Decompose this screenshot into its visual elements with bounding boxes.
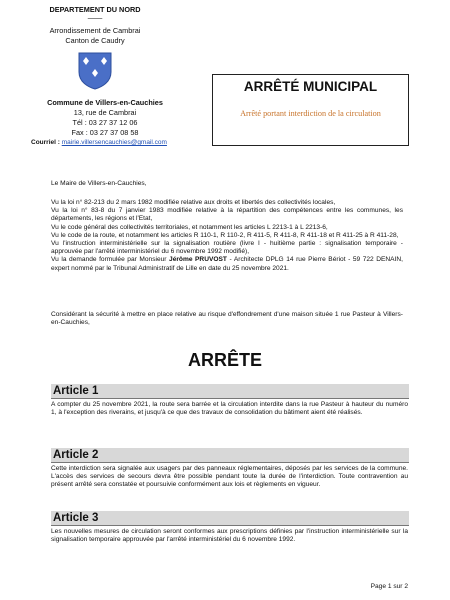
vu-item: Vu la loi n° 82-213 du 2 mars 1982 modifiée relative aux droits et libertés des collectivités locales, [51,199,336,206]
department-label: DEPARTEMENT DU NORD [49,5,141,14]
coat-of-arms-icon [78,52,112,90]
article-3-heading: Article 3 [51,511,409,526]
canton-label: Canton de Caudry [65,36,125,45]
expert-name: Jérôme PRUVOST [169,256,227,264]
article-2-text: Cette interdiction sera signalée aux usagers par des panneaux réglementaires, déposés par les services de la commune. L'accès des services de secours devra être possible pendant toute la durée de l'interdiction. Toute contravention au présent arrêté sera constatée et poursuivie conformément aux lois et règlements en vigueur. [51,465,408,489]
article-1-text: A compter du 25 novembre 2021, la route sera barrée et la circulation interdite dans la rue Pasteur à hauteur du numéro 1, à l'exception des riverains, et jusqu'à ce que des travaux de consolidation du bâtiment aient été réalisés. [51,401,408,417]
title-box [212,74,409,146]
page-number: Page 1 sur 2 [370,583,408,590]
commune-label: Commune de Villers-en-Cauchies [47,98,163,107]
decision-title: ARRÊTE [187,350,262,370]
vu-item-demande: Vu la demande formulée par Monsieur Jérôme PRUVOST - Architecte DPLG 14 rue Pierre Bériot - 59 722 DENAIN, expert nommé par le Tribunal Administratif de Lille en date du 25 novembre 2021. [51,256,403,272]
article-1-heading: Article 1 [51,384,409,399]
preamble-vu-list [51,199,403,273]
email-link[interactable]: mairie.villersencauchies@gmail.com [61,139,167,146]
vu-item: Vu l'instruction interministérielle sur la signalisation routière (livre I - huitième partie : signalisation temporaire - approuvée par l'arrêté interministériel du 6 novembre 1992 modifié), [51,240,403,256]
address-label: 13, rue de Cambrai [73,108,137,117]
page-title: ARRÊTÉ MUNICIPAL [243,79,378,94]
article-2-heading: Article 2 [51,448,409,463]
vu-item: Vu le code général des collectivités territoriales, et notamment les articles L 2213-1 à L 2213-6, [51,223,328,231]
fax-label: Fax : 03 27 37 08 58 [71,128,139,137]
arrondissement-label: Arrondissement de Cambrai [49,26,141,35]
email-line [31,138,167,147]
header-separator: —— [87,13,103,22]
phone-label: Tél : 03 27 37 12 06 [72,118,138,127]
vu-item: Vu le code de la route, et notamment les articles R 110-1, R 110-2, R 411-5, R 411-8, R 411-18 et R 411-25 à R 411-28, [51,231,399,239]
page-subtitle: Arrêté portant interdiction de la circulation [240,109,381,118]
preamble-intro: Le Maire de Villers-en-Cauchies, [51,180,147,187]
article-3-text: Les nouvelles mesures de circulation seront conformes aux prescriptions définies par l'instruction interministérielle sur la signalisation temporaire approuvée par l'arrêté interministériel du 6 novembre 1992. [51,528,408,544]
considerant-text: Considérant la sécurité à mettre en place relative au risque d'effondrement d'une maison située 1 rue Pasteur à Villers-en-Cauchies, [51,311,403,327]
email-label: Courriel : [31,139,60,146]
vu-item: Vu la loi n° 83-8 du 7 janvier 1983 modifiée relative à la répartition des compétences entre les communes, les départements, les régions et l'Etat, [51,207,403,223]
